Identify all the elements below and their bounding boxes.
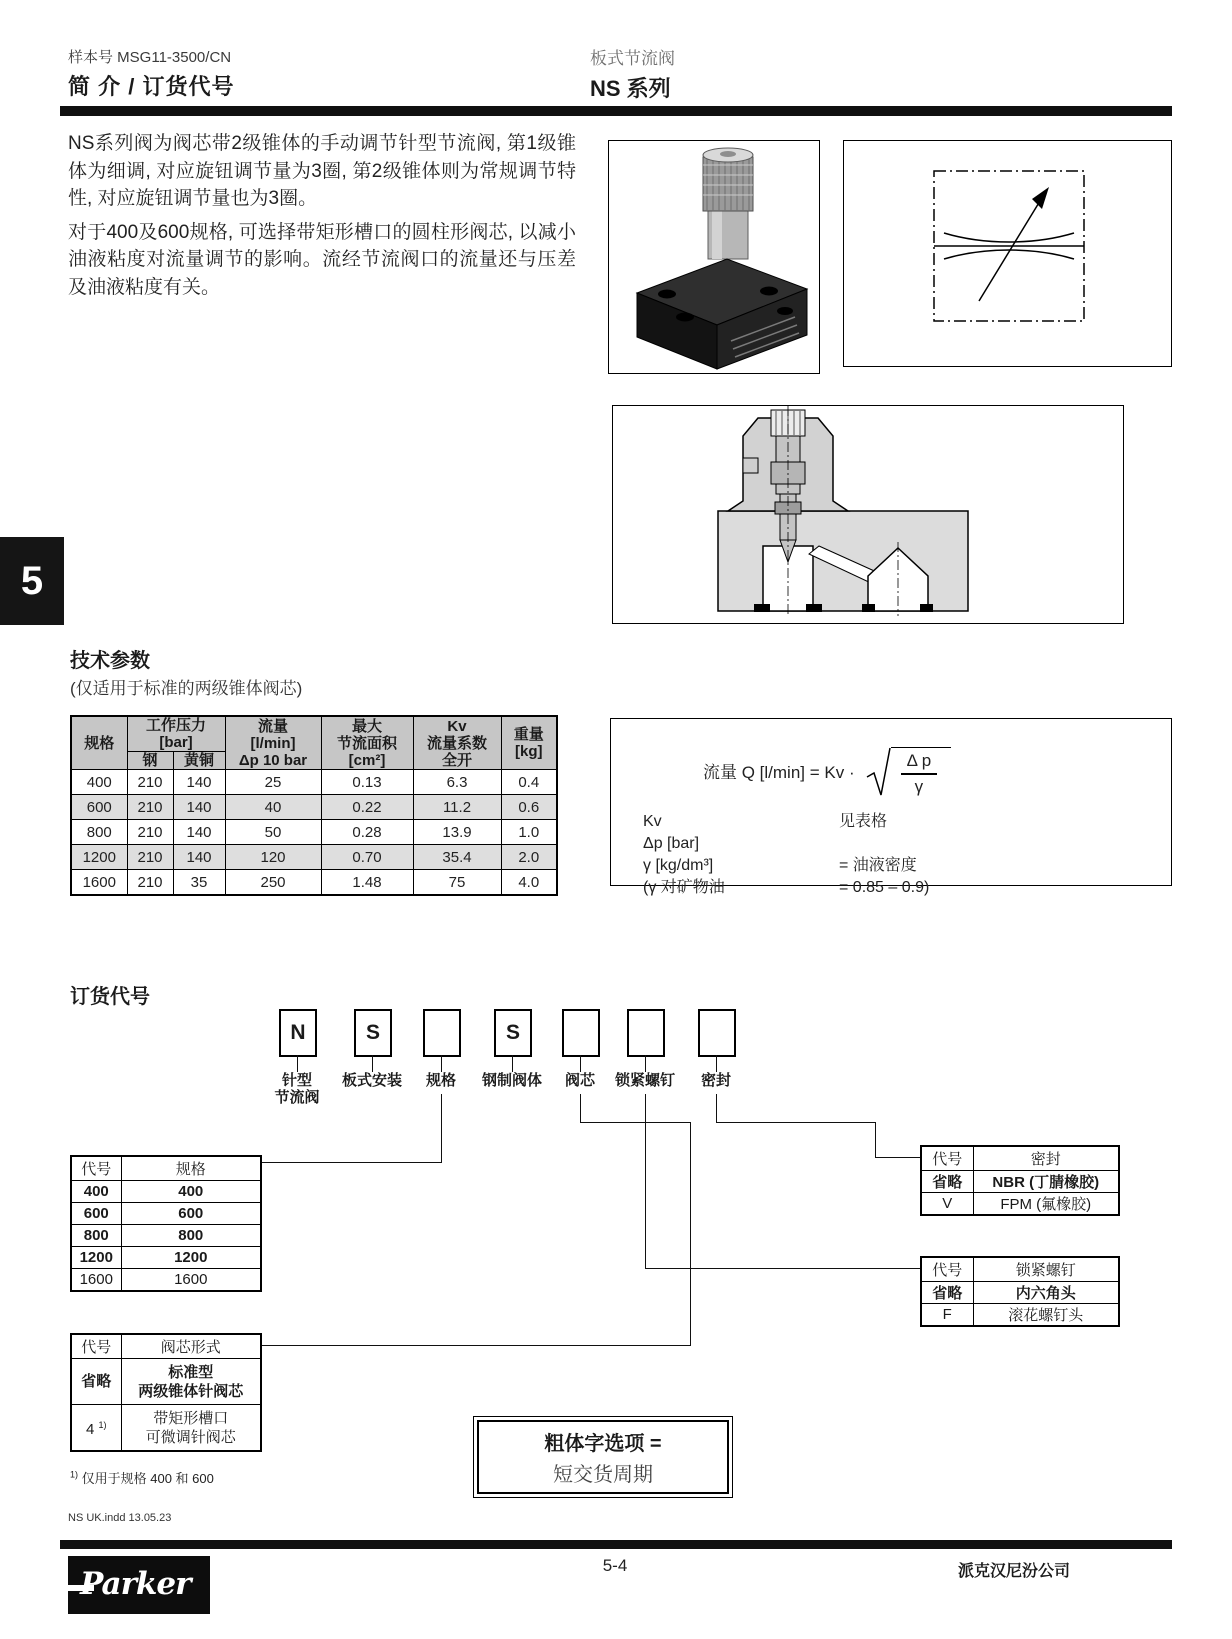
table-row xyxy=(71,1203,261,1225)
legend-term: Kv xyxy=(643,813,662,830)
table-header-row xyxy=(71,1334,261,1359)
cell: 1200 xyxy=(121,1247,261,1269)
cell: 140 xyxy=(173,845,225,870)
symbol-frame xyxy=(843,140,1172,367)
legend-def: = 油液密度 xyxy=(839,857,917,874)
cell: 0.6 xyxy=(501,795,557,820)
legend-term: (γ 对矿物油 xyxy=(643,879,725,896)
cell xyxy=(121,1405,261,1452)
col-header-steel: 钢 xyxy=(127,752,173,770)
footer-rule xyxy=(60,1540,1172,1549)
cell: 120 xyxy=(225,845,321,870)
connector-line xyxy=(875,1157,920,1158)
cell: 140 xyxy=(173,795,225,820)
valve-photo xyxy=(609,141,819,373)
cell: 800 xyxy=(121,1225,261,1247)
connector-line xyxy=(716,1055,717,1072)
company-name: 派克汉尼汾公司 xyxy=(957,1563,1070,1580)
cell: 600 xyxy=(71,1203,121,1225)
tech-heading: 技术参数 xyxy=(70,650,150,672)
product-type: 板式节流阀 xyxy=(590,49,675,68)
page-title: 简 介 / 订货代号 xyxy=(68,74,235,99)
connector-line xyxy=(262,1345,691,1346)
cell: 50 xyxy=(225,820,321,845)
cell-line: 可微调针阀芯 xyxy=(145,1428,236,1446)
order-label-steel-body: 钢制阀体 xyxy=(481,1072,542,1089)
header-line: 流量 xyxy=(257,717,288,735)
connector-line xyxy=(645,1055,646,1072)
formula-box xyxy=(610,718,1172,896)
cell xyxy=(71,1405,121,1452)
table-row xyxy=(921,1282,1119,1304)
table-row xyxy=(71,1405,261,1452)
header-line: [l/min] xyxy=(250,734,296,752)
fraction-numerator: Δ p xyxy=(906,751,932,770)
order-code-box-1: N xyxy=(279,1009,317,1057)
sqrt-radical xyxy=(865,741,952,799)
cell: V xyxy=(921,1193,973,1216)
cell: 内六角头 xyxy=(973,1282,1119,1304)
cell: 省略 xyxy=(921,1171,973,1193)
cell xyxy=(121,1359,261,1405)
section-tab: 5 xyxy=(0,537,64,625)
table-row xyxy=(71,845,557,870)
cell: 1.0 xyxy=(501,820,557,845)
footnote-marker: 1) xyxy=(70,1469,79,1480)
tech-subheading: (仅适用于标准的两级锥体阀芯) xyxy=(70,679,303,698)
header-line: 节流面积 xyxy=(336,734,397,752)
table-header-row xyxy=(921,1257,1119,1282)
page-number: 5-4 xyxy=(602,1556,628,1575)
cell: 0.4 xyxy=(501,770,557,795)
cell: 800 xyxy=(71,820,127,845)
cell: 1600 xyxy=(71,870,127,896)
intro-text xyxy=(68,130,576,307)
table-row xyxy=(71,1181,261,1203)
header-line: 全开 xyxy=(441,751,472,769)
parker-logo xyxy=(68,1556,210,1614)
table-row xyxy=(921,1304,1119,1327)
cell: 800 xyxy=(71,1225,121,1247)
connector-line xyxy=(580,1094,581,1122)
order-code-box-4: S xyxy=(494,1009,532,1057)
table-row xyxy=(71,1359,261,1405)
cell-line: 带矩形槽口 xyxy=(153,1409,229,1427)
label-line: 针型 xyxy=(281,1072,312,1089)
cell: 11.2 xyxy=(413,795,501,820)
cell: 1200 xyxy=(71,845,127,870)
cell: 25 xyxy=(225,770,321,795)
cell: 1600 xyxy=(71,1269,121,1292)
footnote xyxy=(70,1468,214,1487)
connector-line xyxy=(580,1055,581,1072)
connector-line xyxy=(645,1268,920,1269)
product-photo-frame xyxy=(608,140,820,374)
header-line: 重量 xyxy=(513,726,544,743)
cell: 2.0 xyxy=(501,845,557,870)
order-code-box-3 xyxy=(423,1009,461,1057)
series-title: NS 系列 xyxy=(590,76,671,101)
cell: 0.22 xyxy=(321,795,413,820)
cross-section-diagram xyxy=(613,406,1120,620)
connector-line xyxy=(580,1122,690,1123)
col-header-lock-screw: 锁紧螺钉 xyxy=(973,1257,1119,1282)
col-header-area xyxy=(321,716,413,770)
cell: 0.28 xyxy=(321,820,413,845)
legend-def: = 0.85 – 0.9) xyxy=(839,879,930,896)
ordering-heading: 订货代号 xyxy=(70,986,150,1008)
technical-data-table xyxy=(70,715,558,896)
doc-number: 样本号 MSG11-3500/CN xyxy=(68,49,232,66)
cell: 600 xyxy=(121,1203,261,1225)
col-header-pressure: 工作压力[bar] xyxy=(127,716,225,752)
connector-line xyxy=(875,1122,876,1157)
cell: 省略 xyxy=(921,1282,973,1304)
table-row xyxy=(71,1247,261,1269)
cell: 140 xyxy=(173,820,225,845)
bold-option-note xyxy=(473,1416,733,1498)
table-row xyxy=(921,1193,1119,1216)
col-header-size: 规格 xyxy=(121,1156,261,1181)
label-line: 节流阀 xyxy=(274,1089,320,1106)
table-row xyxy=(71,1269,261,1292)
connector-line xyxy=(716,1094,717,1122)
col-header-spool-type: 阀芯形式 xyxy=(121,1334,261,1359)
table-row xyxy=(921,1171,1119,1193)
spool-type-table xyxy=(70,1333,262,1452)
col-header-brass: 黄铜 xyxy=(173,752,225,770)
cell: 0.70 xyxy=(321,845,413,870)
header-line: 流量系数 xyxy=(426,734,487,752)
order-label-seal: 密封 xyxy=(700,1072,731,1089)
col-header-code: 代号 xyxy=(921,1146,973,1171)
cell: 35.4 xyxy=(413,845,501,870)
legend-def xyxy=(839,833,929,854)
header-line: 最大 xyxy=(351,717,382,735)
note-line: 粗体字选项 = xyxy=(544,1433,662,1455)
cell: 600 xyxy=(71,795,127,820)
legend-def: 见表格 xyxy=(839,813,888,830)
cell: 1600 xyxy=(121,1269,261,1292)
col-header-weight xyxy=(501,716,557,770)
cell: NBR (丁腈橡胶) xyxy=(973,1171,1119,1193)
cell: 1.48 xyxy=(321,870,413,896)
lock-screw-code-table xyxy=(920,1256,1120,1327)
cell: FPM (氟橡胶) xyxy=(973,1193,1119,1216)
formula-lhs: 流量 Q [l/min] = Kv · xyxy=(703,762,855,782)
table-header-row xyxy=(921,1146,1119,1171)
connector-line xyxy=(297,1055,298,1072)
order-code-box-7 xyxy=(698,1009,736,1057)
cell: 400 xyxy=(71,1181,121,1203)
size-code-table xyxy=(70,1155,262,1292)
order-code-box-6 xyxy=(627,1009,665,1057)
table-header-row xyxy=(71,716,557,752)
table-header-row xyxy=(71,1156,261,1181)
table-row xyxy=(71,1225,261,1247)
cell: 210 xyxy=(127,870,173,896)
cell: 1200 xyxy=(71,1247,121,1269)
connector-line xyxy=(441,1055,442,1072)
cell-line: 标准型 xyxy=(168,1363,214,1381)
order-label-spool: 阀芯 xyxy=(564,1072,595,1089)
table-row xyxy=(71,770,557,795)
footnote-marker: 1) xyxy=(98,1420,107,1430)
header-line: Δp 10 bar xyxy=(238,751,308,769)
connector-line xyxy=(690,1122,691,1345)
intro-paragraph: NS系列阀为阀芯带2级锥体的手动调节针型节流阀, 第1级锥体为细调, 对应旋钮调节量为3圈, 第2级锥体则为常规调节特性, 对应旋钮调节量也为3圈。 xyxy=(68,133,576,209)
note-line: 短交货周期 xyxy=(553,1464,653,1486)
cell: 75 xyxy=(413,870,501,896)
fraction-denominator: γ xyxy=(914,776,924,796)
header-rule xyxy=(60,106,1172,116)
table-row xyxy=(71,870,557,896)
cell: 35 xyxy=(173,870,225,896)
header-line: [kg] xyxy=(515,743,543,760)
legend-term: Δp [bar] xyxy=(643,835,700,852)
col-header-code: 代号 xyxy=(71,1334,121,1359)
cell: 210 xyxy=(127,795,173,820)
header-line: [cm²] xyxy=(348,751,386,769)
cell: 6.3 xyxy=(413,770,501,795)
connector-line xyxy=(512,1055,513,1072)
order-label-size: 规格 xyxy=(425,1072,456,1089)
col-header-code: 代号 xyxy=(71,1156,121,1181)
legend-term: γ [kg/dm³] xyxy=(643,857,714,874)
order-code-box-5 xyxy=(562,1009,600,1057)
cell: 0.13 xyxy=(321,770,413,795)
formula-legend xyxy=(643,811,929,898)
order-code-box-2: S xyxy=(354,1009,392,1057)
cell-text: 4 xyxy=(85,1421,95,1438)
cell: 400 xyxy=(121,1181,261,1203)
cell-line: 两级锥体针阀芯 xyxy=(138,1382,244,1400)
cell: 40 xyxy=(225,795,321,820)
order-label-subplate: 板式安装 xyxy=(341,1072,402,1089)
order-label-lock-screw: 锁紧螺钉 xyxy=(614,1072,675,1089)
cell: 210 xyxy=(127,770,173,795)
cell: 250 xyxy=(225,870,321,896)
cell: 140 xyxy=(173,770,225,795)
col-header-kv xyxy=(413,716,501,770)
radicand xyxy=(891,747,952,797)
hydraulic-symbol xyxy=(844,141,1171,366)
cell: 400 xyxy=(71,770,127,795)
logo-wordmark: Parker xyxy=(80,1566,191,1602)
cell: 210 xyxy=(127,845,173,870)
connector-line xyxy=(645,1094,646,1268)
footnote-text: 仅用于规格 400 和 600 xyxy=(78,1471,214,1486)
cell: 滚花螺钉头 xyxy=(973,1304,1119,1327)
bold-option-note-inner xyxy=(477,1420,729,1494)
connector-line xyxy=(372,1055,373,1072)
flow-formula xyxy=(703,741,951,799)
seal-code-table xyxy=(920,1145,1120,1216)
col-header-seal: 密封 xyxy=(973,1146,1119,1171)
connector-line xyxy=(262,1162,442,1163)
header-line: Kv xyxy=(447,717,467,735)
file-note: NS UK.indd 13.05.23 xyxy=(68,1512,172,1524)
connector-line xyxy=(441,1094,442,1162)
cell: 4.0 xyxy=(501,870,557,896)
col-header-size: 规格 xyxy=(71,716,127,770)
col-header-code: 代号 xyxy=(921,1257,973,1282)
cell: 省略 xyxy=(71,1359,121,1405)
intro-paragraph: 对于400及600规格, 可选择带矩形槽口的圆柱形阀芯, 以减小油液粘度对流量调节的影响。流经节流阀口的流量还与压差及油液粘度有关。 xyxy=(68,221,576,298)
table-row xyxy=(71,820,557,845)
cell: F xyxy=(921,1304,973,1327)
radical-sign xyxy=(865,741,891,799)
connector-line xyxy=(716,1122,875,1123)
col-header-flow xyxy=(225,716,321,770)
table-row xyxy=(71,795,557,820)
fraction xyxy=(901,751,938,797)
cross-section-frame xyxy=(612,405,1124,624)
cell: 13.9 xyxy=(413,820,501,845)
cell: 210 xyxy=(127,820,173,845)
